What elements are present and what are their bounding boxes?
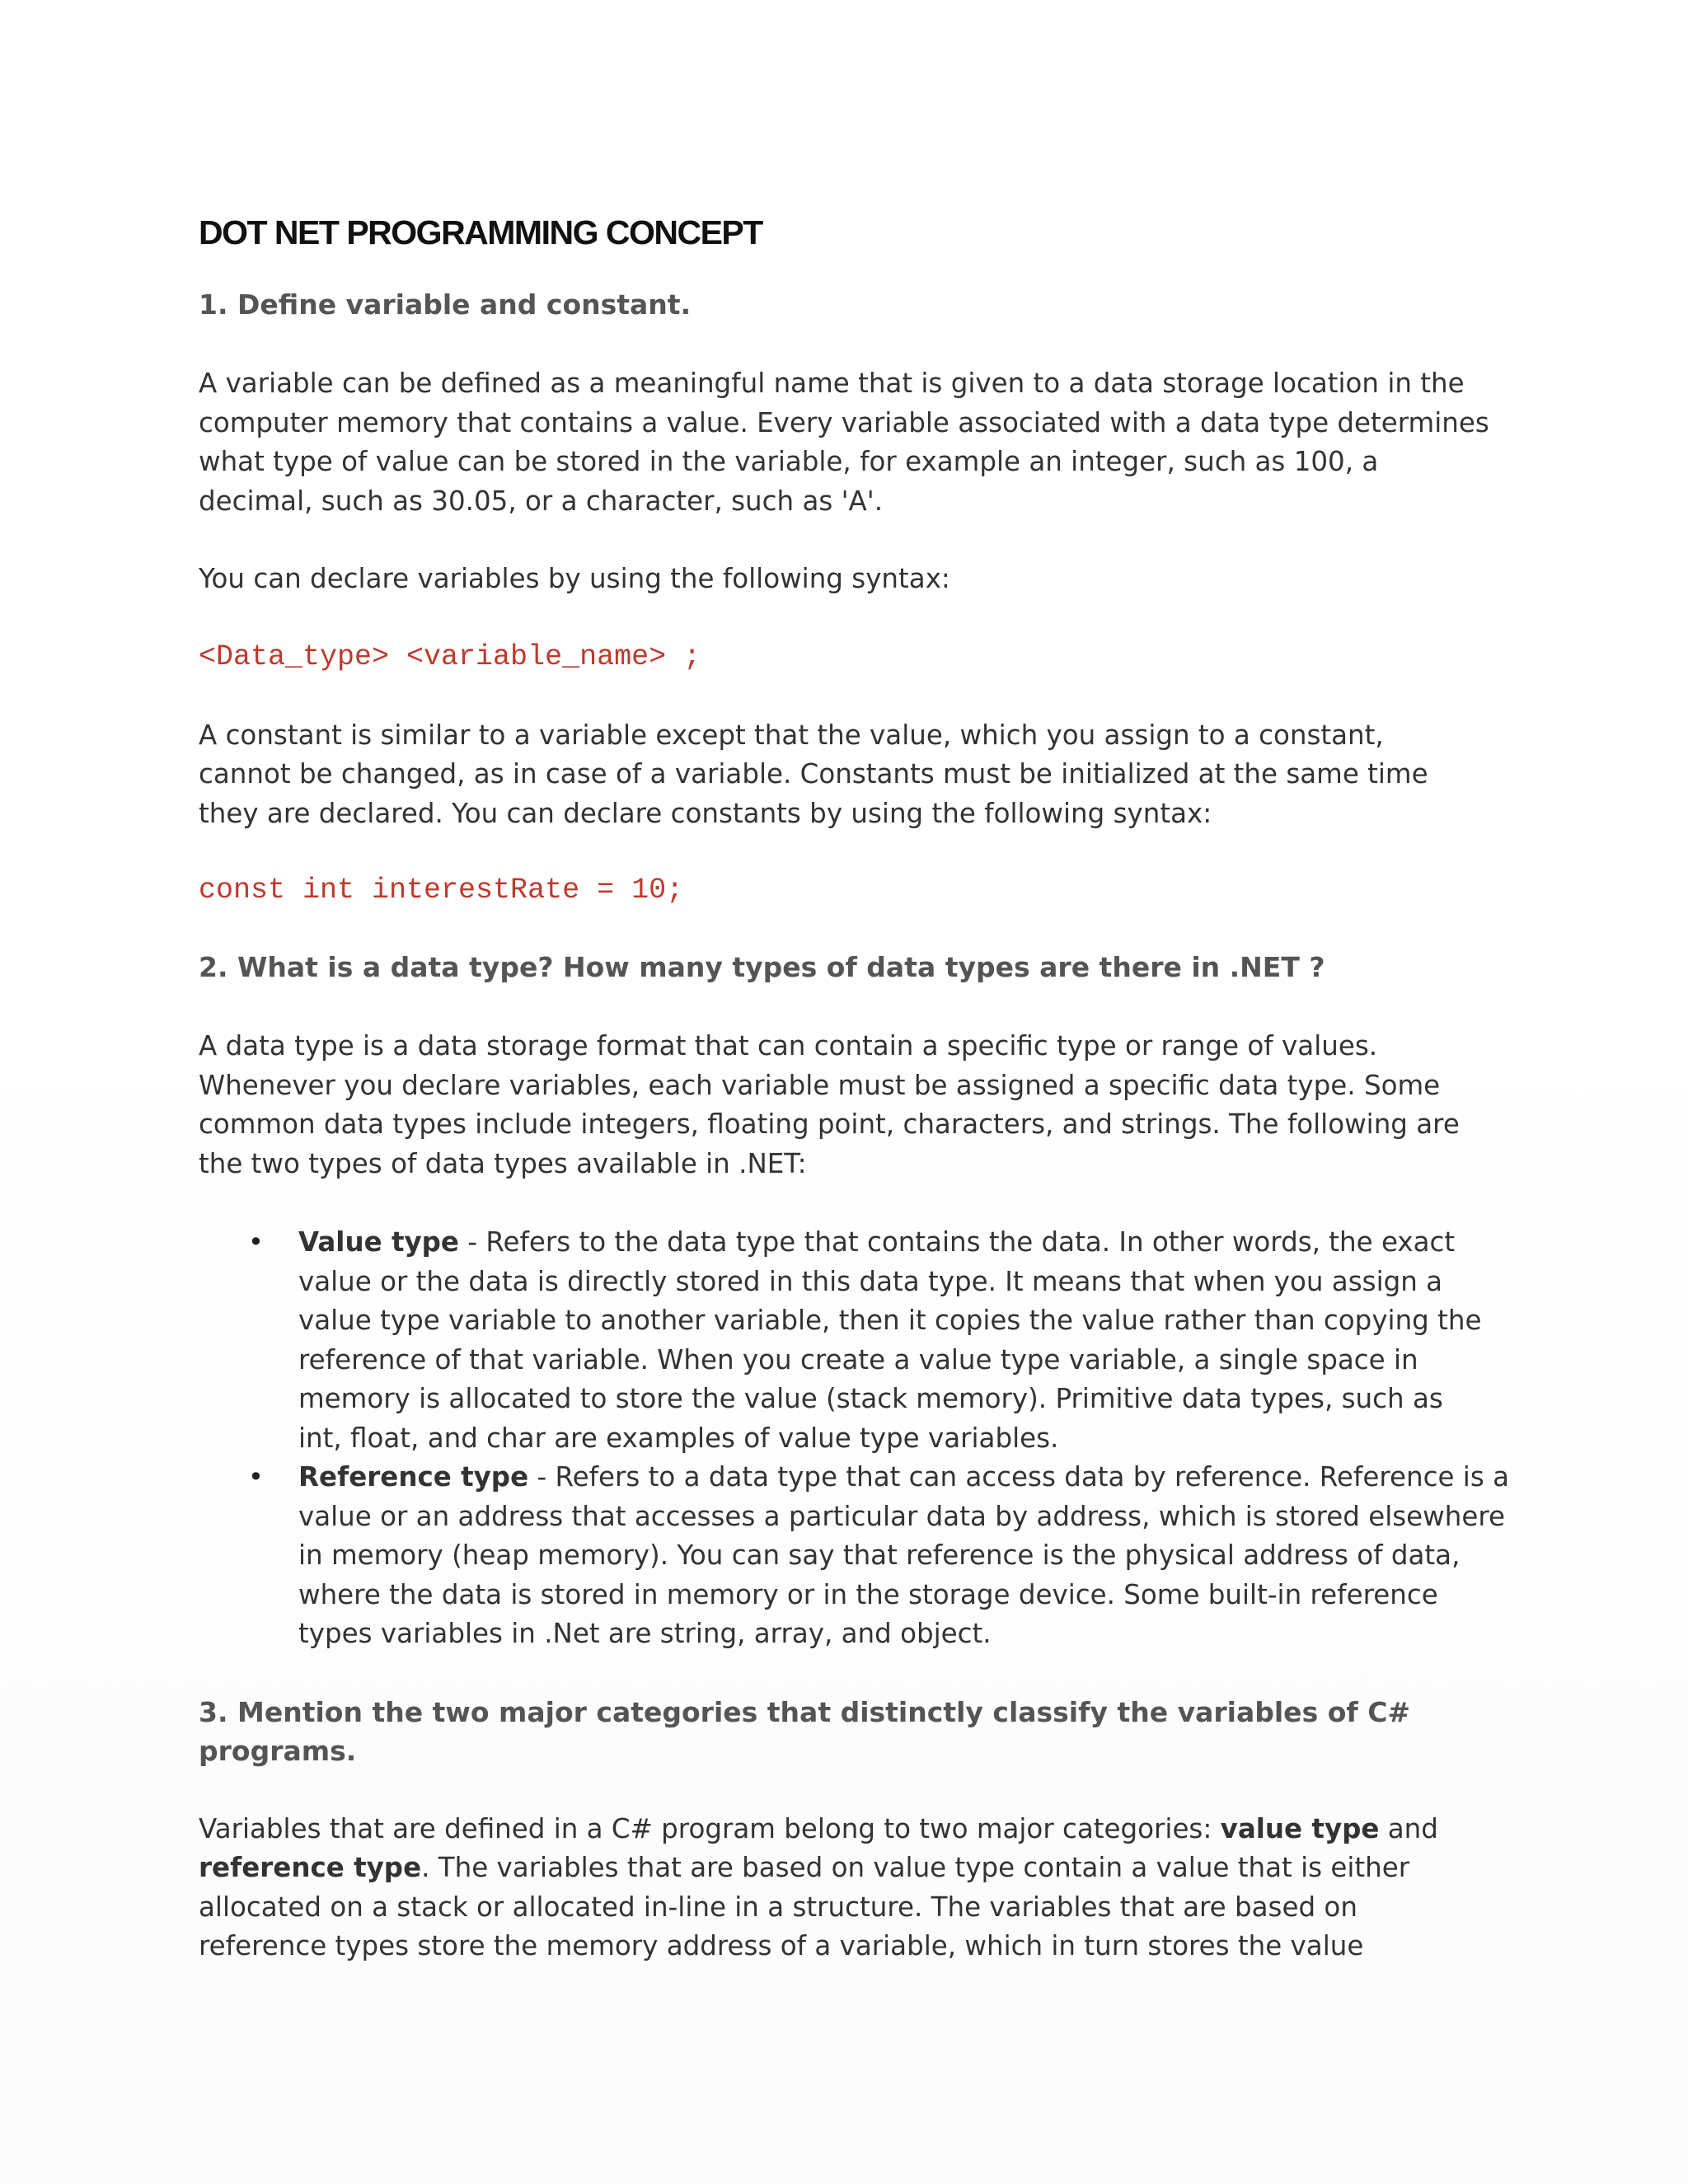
bullet-icon: • bbox=[248, 1461, 264, 1493]
document-content bbox=[199, 191, 1510, 1966]
question-2-heading: 2. What is a data type? How many types of data types are there in .NET ? bbox=[199, 951, 1325, 983]
list-item-reference-type bbox=[199, 1458, 1518, 1654]
q3-text-part-2: and bbox=[1379, 1812, 1438, 1844]
list-item-value-type bbox=[199, 1223, 1493, 1458]
q1-paragraph-syntax-intro: You can declare variables by using the following syntax: bbox=[199, 563, 950, 594]
code-variable-syntax: <Data_type> <variable_name> ; bbox=[199, 640, 701, 673]
page-title: DOT NET PROGRAMMING CONCEPT bbox=[199, 213, 762, 251]
q3-text-part-3: . The variables that are based on value type contain a value that is either allocated on a stack or allocated in-line in a structure. The variables that are based on reference types store the memory address of a variable, which in turn stores the value bbox=[199, 1852, 1410, 1961]
q3-paragraph-categories bbox=[199, 1810, 1493, 1966]
reference-type-description: - Refers to a data type that can access data by reference. Reference is a value or an address that accesses a particular data by address, which is stored elsewhere in memory (heap memory). You can say that reference is the physical address of data, where the data is stored in memory or in the storage device. Some built-in reference types variables in .Net are string, array, and object. bbox=[298, 1461, 1510, 1649]
question-1-heading: 1. Define variable and constant. bbox=[199, 288, 692, 321]
q3-bold-value-type: value type bbox=[1220, 1812, 1380, 1844]
bullet-icon: • bbox=[248, 1226, 264, 1258]
q3-text-part-1: Variables that are defined in a C# program belong to two major categories: bbox=[199, 1812, 1221, 1844]
question-3-heading: 3. Mention the two major categories that distinctly classify the variables of C# programs. bbox=[199, 1695, 1411, 1767]
code-constant-example: const int interestRate = 10; bbox=[199, 874, 684, 907]
q1-paragraph-constant: A constant is similar to a variable except that the value, which you assign to a constant, cannot be changed, as in case of a variable. Constants must be initialized at the same time they are declared. You can declare constants by using the following syntax: bbox=[199, 719, 1428, 829]
q1-paragraph-variable: A variable can be defined as a meaningful name that is given to a data storage location in the computer memory that contains a value. Every variable associated with a data type determines what type of value can be stored in the variable, for example an integer, such as 100, a decimal, such as 30.05, or a character, such as 'A'. bbox=[199, 368, 1489, 517]
q2-paragraph-datatype: A data type is a data storage format that can contain a specific type or range of values. Whenever you declare variables, each variable must be assigned a specific data type. Some common data types include integers, floating point, characters, and strings. The following are the two types of data types available in .NET: bbox=[199, 1030, 1460, 1179]
term-reference-type: Reference type bbox=[298, 1461, 529, 1493]
q3-bold-reference-type: reference type bbox=[199, 1852, 422, 1883]
data-type-list bbox=[199, 1223, 1510, 1654]
term-value-type: Value type bbox=[298, 1226, 459, 1258]
value-type-description: - Refers to the data type that contains the data. In other words, the exact value or the data is directly stored in this data type. It means that when you assign a value type variable to another variable, then it copies the value rather than copying the reference of that variable. When you create a value type variable, a single space in memory is allocated to store the value (stack memory). Primitive data types, such as int, float, and char are examples of value type variables. bbox=[298, 1226, 1482, 1454]
